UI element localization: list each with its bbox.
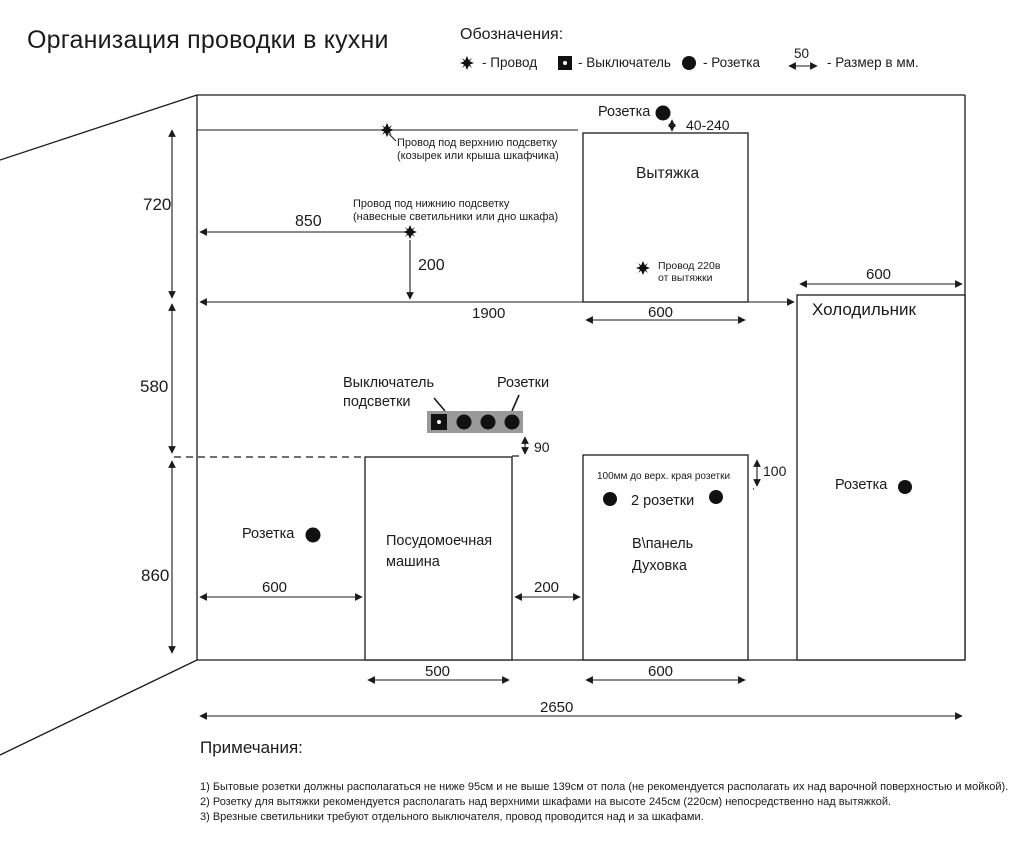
dim-600-fridge-label: 600: [866, 266, 892, 283]
socket-fridge-label: Розетка: [835, 477, 888, 493]
strip-socket-icon-3: [505, 415, 520, 430]
two-sockets-label: 2 розетки: [631, 493, 695, 509]
dim-100-label: 100: [763, 463, 787, 479]
wire-icon-lower-light: [403, 225, 417, 239]
panel-label-1: В\панель: [632, 536, 694, 552]
socket-icon-fridge: [898, 480, 912, 494]
dim-200-gap-label: 200: [534, 579, 560, 596]
wire-icon-hood-220v: [636, 261, 650, 275]
panel-label-2: Духовка: [632, 558, 687, 574]
wire-icon-upper-light: [380, 123, 394, 137]
upper-light-pointer: [389, 134, 396, 141]
page-title: Организация проводки в кухни: [27, 26, 389, 54]
socket-icon-above-hood: [656, 106, 671, 121]
socket-icon-oven-1: [603, 492, 617, 506]
socket-icon-left: [306, 528, 321, 543]
wire-upper-label-2: (козырек или крыша шкафчика): [397, 150, 559, 162]
perspective-top-line: [0, 95, 197, 160]
sockets-label-pointer: [512, 395, 519, 411]
strip-socket-icon-1: [457, 415, 472, 430]
switch-label-pointer: [434, 398, 445, 411]
dishwasher-label-2: машина: [386, 554, 440, 570]
wire-lower-label-2: (навесные светильники или дно шкафа): [353, 211, 559, 223]
wire-lower-label-1: Провод под нижнию подсветку: [353, 198, 510, 210]
perspective-bottom-line: [0, 660, 197, 755]
legend-socket-label: - Розетка: [703, 55, 761, 70]
legend-wire-label: - Провод: [482, 55, 538, 70]
legend-switch-label: - Выключатель: [578, 55, 671, 70]
dim-850-label: 850: [295, 213, 322, 230]
legend-size-value: 50: [794, 46, 810, 61]
note-line-2: 2) Розетку для вытяжки рекомендуется располагать над верхними шкафами на высоте 245см (220см) непосредственно над вытяжкой.: [200, 796, 892, 808]
dim-600-left-label: 600: [262, 579, 288, 596]
legend-size-label: - Размер в мм.: [827, 55, 919, 70]
hood-label: Вытяжка: [636, 165, 700, 182]
dim-200-label: 200: [418, 257, 445, 274]
dim-720-label: 720: [143, 195, 172, 214]
wire-220-label-1: Провод 220в: [658, 260, 721, 272]
socket-note-100mm-label: 100мм до верх. края розетки: [597, 471, 731, 482]
legend-socket-icon: [682, 56, 696, 70]
notes-heading: Примечания:: [200, 738, 303, 757]
switch-light-label-2: подсветки: [343, 394, 411, 410]
dim-500-label: 500: [425, 663, 451, 680]
dishwasher-label-1: Посудомоечная: [386, 533, 493, 549]
legend-heading: Обозначения:: [460, 26, 564, 43]
sockets-label: Розетки: [497, 375, 550, 391]
socket-icon-oven-2: [709, 490, 723, 504]
dim-2650-label: 2650: [540, 699, 574, 716]
socket-top-label: Розетка: [598, 104, 651, 120]
dim-580-label: 580: [140, 377, 169, 396]
switch-socket-strip: [427, 411, 523, 433]
legend-wire-icon: [460, 56, 474, 70]
strip-socket-icon-2: [481, 415, 496, 430]
dim-600-oven-label: 600: [648, 663, 674, 680]
fridge-label: Холодильник: [812, 300, 916, 319]
dim-1900-label: 1900: [472, 305, 506, 322]
dim-860-label: 860: [141, 566, 170, 585]
dim-90-label: 90: [534, 439, 550, 455]
dim-600-hood-label: 600: [648, 304, 674, 321]
light-switch-dot: [437, 420, 441, 424]
wire-220-label-2: от вытяжки: [658, 272, 713, 284]
note-line-1: 1) Бытовые розетки должны располагаться не ниже 95см и не выше 139см от пола (не рекомендуется располагать их над варочной поверхностью и мойкой).: [200, 781, 1009, 793]
switch-light-label-1: Выключатель: [343, 375, 434, 391]
dim-40-240-label: 40-240: [686, 117, 730, 133]
legend-switch-dot: [563, 61, 567, 65]
wire-upper-label-1: Провод под верхнию подсветку: [397, 137, 558, 149]
note-line-3: 3) Врезные светильники требуют отдельного выключателя, провод проводится над и за шкафами.: [200, 811, 704, 823]
socket-left-label: Розетка: [242, 526, 295, 542]
